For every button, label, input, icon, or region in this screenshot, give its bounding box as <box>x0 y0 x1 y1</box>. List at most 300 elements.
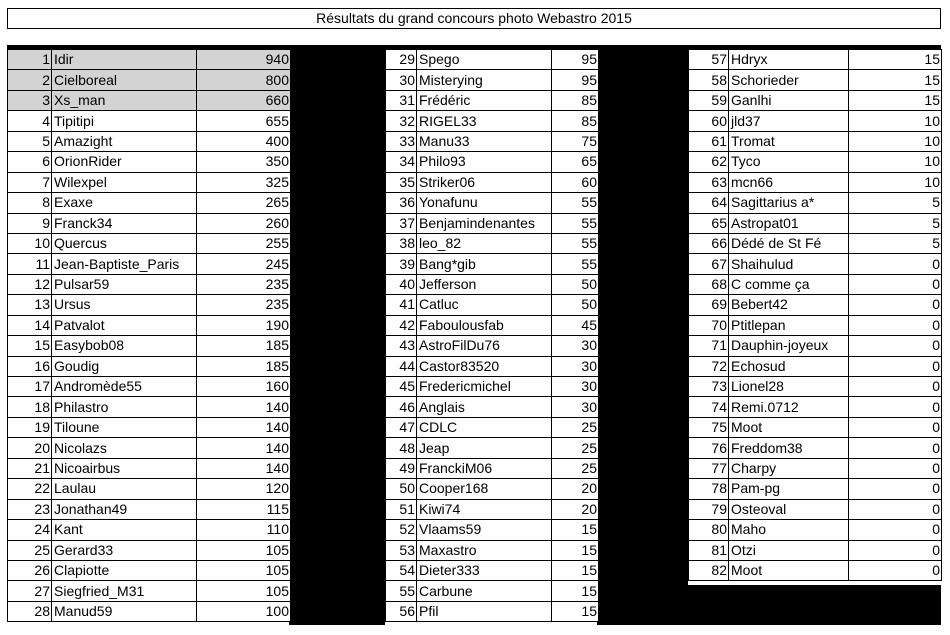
name-cell: Dédé de St Fé <box>729 233 849 253</box>
score-cell: 50 <box>552 274 599 294</box>
rank-cell: 81 <box>689 540 729 560</box>
name-cell: FranckiM06 <box>417 458 552 478</box>
score-cell: 185 <box>197 336 291 356</box>
rank-cell: 27 <box>8 581 52 601</box>
score-cell: 55 <box>552 233 599 253</box>
table-row <box>689 520 942 540</box>
table-row <box>8 90 291 110</box>
table-row <box>386 152 599 172</box>
table-row <box>689 193 942 213</box>
rank-cell: 6 <box>8 152 52 172</box>
table-row <box>386 397 599 417</box>
score-cell: 0 <box>849 417 942 437</box>
table-row <box>8 70 291 90</box>
score-cell: 15 <box>552 601 599 621</box>
name-cell: Sagittarius a* <box>729 193 849 213</box>
score-cell: 25 <box>552 458 599 478</box>
score-cell: 100 <box>197 601 291 621</box>
score-cell: 15 <box>849 50 942 70</box>
score-cell: 140 <box>197 438 291 458</box>
table-row <box>689 172 942 192</box>
score-cell: 110 <box>197 520 291 540</box>
score-cell: 140 <box>197 417 291 437</box>
table-row <box>8 438 291 458</box>
rank-cell: 60 <box>689 111 729 131</box>
name-cell: Schorieder <box>729 70 849 90</box>
score-cell: 140 <box>197 458 291 478</box>
score-cell: 0 <box>849 540 942 560</box>
name-cell: mcn66 <box>729 172 849 192</box>
table-row <box>689 438 942 458</box>
name-cell: Maxastro <box>417 540 552 560</box>
score-cell: 0 <box>849 336 942 356</box>
score-cell: 105 <box>197 581 291 601</box>
table-row <box>8 417 291 437</box>
score-cell: 160 <box>197 377 291 397</box>
table-row <box>8 172 291 192</box>
table-row <box>689 479 942 499</box>
score-cell: 325 <box>197 172 291 192</box>
table-row <box>386 315 599 335</box>
rank-cell: 76 <box>689 438 729 458</box>
table-row <box>386 356 599 376</box>
rank-cell: 39 <box>386 254 417 274</box>
table-row <box>689 356 942 376</box>
score-cell: 10 <box>849 172 942 192</box>
name-cell: Castor83520 <box>417 356 552 376</box>
name-cell: Cooper168 <box>417 479 552 499</box>
name-cell: Otzi <box>729 540 849 560</box>
table-row <box>689 560 942 580</box>
name-cell: Andromède55 <box>52 377 197 397</box>
rank-cell: 69 <box>689 295 729 315</box>
rank-cell: 15 <box>8 336 52 356</box>
rank-cell: 19 <box>8 417 52 437</box>
rank-cell: 20 <box>8 438 52 458</box>
score-cell: 105 <box>197 560 291 580</box>
rank-cell: 13 <box>8 295 52 315</box>
rank-cell: 48 <box>386 438 417 458</box>
rank-cell: 22 <box>8 479 52 499</box>
name-cell: Osteoval <box>729 499 849 519</box>
table-row <box>8 499 291 519</box>
black-gap-2 <box>597 45 688 625</box>
table-row <box>689 397 942 417</box>
name-cell: Pfil <box>417 601 552 621</box>
name-cell: Jean-Baptiste_Paris <box>52 254 197 274</box>
rank-cell: 12 <box>8 274 52 294</box>
rank-cell: 58 <box>689 70 729 90</box>
table-row <box>8 581 291 601</box>
table-row <box>689 111 942 131</box>
score-cell: 265 <box>197 193 291 213</box>
table-row <box>386 520 599 540</box>
name-cell: Tyco <box>729 152 849 172</box>
rank-cell: 71 <box>689 336 729 356</box>
rank-cell: 14 <box>8 315 52 335</box>
table-row <box>8 233 291 253</box>
table-row <box>386 581 599 601</box>
rank-cell: 73 <box>689 377 729 397</box>
name-cell: Anglais <box>417 397 552 417</box>
table-row <box>689 377 942 397</box>
table-row <box>8 295 291 315</box>
score-cell: 0 <box>849 274 942 294</box>
name-cell: CDLC <box>417 417 552 437</box>
name-cell: Benjamindenantes <box>417 213 552 233</box>
rank-cell: 1 <box>8 50 52 70</box>
score-cell: 15 <box>552 581 599 601</box>
table-row <box>8 458 291 478</box>
black-gap-1 <box>289 45 385 625</box>
name-cell: Nicoairbus <box>52 458 197 478</box>
score-cell: 800 <box>197 70 291 90</box>
rank-cell: 40 <box>386 274 417 294</box>
name-cell: Gerard33 <box>52 540 197 560</box>
name-cell: Amazight <box>52 131 197 151</box>
score-cell: 5 <box>849 233 942 253</box>
rank-cell: 50 <box>386 479 417 499</box>
score-cell: 15 <box>849 70 942 90</box>
table-row <box>8 540 291 560</box>
score-cell: 10 <box>849 152 942 172</box>
rank-cell: 59 <box>689 90 729 110</box>
score-cell: 5 <box>849 193 942 213</box>
score-cell: 75 <box>552 131 599 151</box>
rank-cell: 16 <box>8 356 52 376</box>
table-row <box>689 131 942 151</box>
name-cell: Kant <box>52 520 197 540</box>
name-cell: Vlaams59 <box>417 520 552 540</box>
name-cell: Dieter333 <box>417 560 552 580</box>
rank-cell: 65 <box>689 213 729 233</box>
table-row <box>386 193 599 213</box>
table-row <box>8 377 291 397</box>
rank-cell: 25 <box>8 540 52 560</box>
name-cell: Nicolazs <box>52 438 197 458</box>
name-cell: Easybob08 <box>52 336 197 356</box>
name-cell: Ursus <box>52 295 197 315</box>
name-cell: Philo93 <box>417 152 552 172</box>
name-cell: Franck34 <box>52 213 197 233</box>
table-row <box>8 560 291 580</box>
score-cell: 55 <box>552 193 599 213</box>
score-cell: 235 <box>197 274 291 294</box>
score-cell: 115 <box>197 499 291 519</box>
results-table-2 <box>385 49 599 622</box>
name-cell: Clapiotte <box>52 560 197 580</box>
name-cell: Yonafunu <box>417 193 552 213</box>
table-row <box>689 315 942 335</box>
rank-cell: 35 <box>386 172 417 192</box>
rank-cell: 11 <box>8 254 52 274</box>
score-cell: 0 <box>849 499 942 519</box>
table-row <box>386 70 599 90</box>
name-cell: OrionRider <box>52 152 197 172</box>
score-cell: 185 <box>197 356 291 376</box>
rank-cell: 9 <box>8 213 52 233</box>
score-cell: 120 <box>197 479 291 499</box>
table-row <box>8 131 291 151</box>
table-row <box>689 458 942 478</box>
table-row <box>8 50 291 70</box>
table-row <box>386 540 599 560</box>
score-cell: 0 <box>849 254 942 274</box>
table-row <box>386 377 599 397</box>
score-cell: 0 <box>849 377 942 397</box>
name-cell: Pulsar59 <box>52 274 197 294</box>
score-cell: 25 <box>552 417 599 437</box>
table-row <box>386 336 599 356</box>
name-cell: Astropat01 <box>729 213 849 233</box>
table-row <box>8 336 291 356</box>
name-cell: AstroFilDu76 <box>417 336 552 356</box>
score-cell: 10 <box>849 111 942 131</box>
score-cell: 5 <box>849 213 942 233</box>
name-cell: Moot <box>729 417 849 437</box>
table-row <box>8 315 291 335</box>
score-cell: 30 <box>552 377 599 397</box>
name-cell: Pam-pg <box>729 479 849 499</box>
name-cell: Idir <box>52 50 197 70</box>
name-cell: Misterying <box>417 70 552 90</box>
name-cell: Hdryx <box>729 50 849 70</box>
score-cell: 350 <box>197 152 291 172</box>
rank-cell: 72 <box>689 356 729 376</box>
name-cell: Faboulousfab <box>417 315 552 335</box>
name-cell: Freddom38 <box>729 438 849 458</box>
rank-cell: 31 <box>386 90 417 110</box>
table-row <box>386 172 599 192</box>
score-cell: 45 <box>552 315 599 335</box>
table-row <box>689 213 942 233</box>
rank-cell: 61 <box>689 131 729 151</box>
score-cell: 0 <box>849 295 942 315</box>
name-cell: Manud59 <box>52 601 197 621</box>
score-cell: 30 <box>552 356 599 376</box>
name-cell: Ptitlepan <box>729 315 849 335</box>
table-row <box>689 274 942 294</box>
name-cell: Wilexpel <box>52 172 197 192</box>
rank-cell: 57 <box>689 50 729 70</box>
rank-cell: 54 <box>386 560 417 580</box>
table-row <box>8 520 291 540</box>
score-cell: 140 <box>197 397 291 417</box>
rank-cell: 82 <box>689 560 729 580</box>
table-row <box>689 499 942 519</box>
rank-cell: 23 <box>8 499 52 519</box>
name-cell: Ganlhi <box>729 90 849 110</box>
score-cell: 85 <box>552 90 599 110</box>
table-row <box>689 233 942 253</box>
rank-cell: 29 <box>386 50 417 70</box>
rank-cell: 64 <box>689 193 729 213</box>
score-cell: 15 <box>552 520 599 540</box>
table-row <box>386 417 599 437</box>
table-row <box>8 397 291 417</box>
rank-cell: 52 <box>386 520 417 540</box>
name-cell: Catluc <box>417 295 552 315</box>
score-cell: 190 <box>197 315 291 335</box>
score-cell: 15 <box>552 540 599 560</box>
score-cell: 55 <box>552 254 599 274</box>
score-cell: 85 <box>552 111 599 131</box>
table-row <box>386 458 599 478</box>
name-cell: Lionel28 <box>729 377 849 397</box>
rank-cell: 78 <box>689 479 729 499</box>
table-row <box>386 111 599 131</box>
score-cell: 0 <box>849 520 942 540</box>
rank-cell: 24 <box>8 520 52 540</box>
black-corner <box>688 585 941 625</box>
rank-cell: 26 <box>8 560 52 580</box>
rank-cell: 77 <box>689 458 729 478</box>
rank-cell: 7 <box>8 172 52 192</box>
score-cell: 0 <box>849 560 942 580</box>
rank-cell: 38 <box>386 233 417 253</box>
rank-cell: 30 <box>386 70 417 90</box>
name-cell: Xs_man <box>52 90 197 110</box>
score-cell: 0 <box>849 479 942 499</box>
score-cell: 25 <box>552 438 599 458</box>
rank-cell: 34 <box>386 152 417 172</box>
name-cell: Bang*gib <box>417 254 552 274</box>
rank-cell: 75 <box>689 417 729 437</box>
rank-cell: 33 <box>386 131 417 151</box>
table-row <box>8 601 291 621</box>
rank-cell: 2 <box>8 70 52 90</box>
name-cell: Philastro <box>52 397 197 417</box>
name-cell: Jefferson <box>417 274 552 294</box>
rank-cell: 62 <box>689 152 729 172</box>
table-row <box>386 274 599 294</box>
name-cell: Fredericmichel <box>417 377 552 397</box>
table-row <box>386 90 599 110</box>
name-cell: Jeap <box>417 438 552 458</box>
table-row <box>386 499 599 519</box>
score-cell: 10 <box>849 131 942 151</box>
name-cell: Manu33 <box>417 131 552 151</box>
rank-cell: 43 <box>386 336 417 356</box>
rank-cell: 51 <box>386 499 417 519</box>
table-row <box>386 479 599 499</box>
score-cell: 30 <box>552 336 599 356</box>
table-row <box>8 152 291 172</box>
table-row <box>689 295 942 315</box>
score-cell: 55 <box>552 213 599 233</box>
score-cell: 660 <box>197 90 291 110</box>
name-cell: Echosud <box>729 356 849 376</box>
name-cell: Spego <box>417 50 552 70</box>
table-row <box>8 274 291 294</box>
name-cell: Kiwi74 <box>417 499 552 519</box>
rank-cell: 32 <box>386 111 417 131</box>
table-row <box>386 50 599 70</box>
rank-cell: 4 <box>8 111 52 131</box>
table-row <box>386 438 599 458</box>
rank-cell: 46 <box>386 397 417 417</box>
name-cell: Striker06 <box>417 172 552 192</box>
score-cell: 0 <box>849 458 942 478</box>
name-cell: Shaihulud <box>729 254 849 274</box>
rank-cell: 44 <box>386 356 417 376</box>
rank-cell: 53 <box>386 540 417 560</box>
score-cell: 400 <box>197 131 291 151</box>
name-cell: Frédéric <box>417 90 552 110</box>
name-cell: Patvalot <box>52 315 197 335</box>
rank-cell: 42 <box>386 315 417 335</box>
table-row <box>689 254 942 274</box>
table-row <box>689 540 942 560</box>
name-cell: leo_82 <box>417 233 552 253</box>
table-row <box>8 193 291 213</box>
score-cell: 0 <box>849 356 942 376</box>
rank-cell: 37 <box>386 213 417 233</box>
score-cell: 940 <box>197 50 291 70</box>
score-cell: 60 <box>552 172 599 192</box>
rank-cell: 41 <box>386 295 417 315</box>
table-row <box>689 50 942 70</box>
score-cell: 245 <box>197 254 291 274</box>
name-cell: Maho <box>729 520 849 540</box>
score-cell: 655 <box>197 111 291 131</box>
name-cell: Jonathan49 <box>52 499 197 519</box>
table-row <box>689 70 942 90</box>
name-cell: Bebert42 <box>729 295 849 315</box>
name-cell: jld37 <box>729 111 849 131</box>
rank-cell: 49 <box>386 458 417 478</box>
name-cell: Remi.0712 <box>729 397 849 417</box>
rank-cell: 70 <box>689 315 729 335</box>
score-cell: 235 <box>197 295 291 315</box>
table-row <box>386 560 599 580</box>
score-cell: 15 <box>849 90 942 110</box>
table-row <box>386 601 599 621</box>
table-row <box>8 254 291 274</box>
rank-cell: 10 <box>8 233 52 253</box>
table-row <box>386 213 599 233</box>
name-cell: Exaxe <box>52 193 197 213</box>
rank-cell: 80 <box>689 520 729 540</box>
name-cell: Cielboreal <box>52 70 197 90</box>
table-row <box>386 254 599 274</box>
name-cell: RIGEL33 <box>417 111 552 131</box>
table-row <box>386 295 599 315</box>
score-cell: 30 <box>552 397 599 417</box>
table-row <box>8 213 291 233</box>
table-row <box>8 111 291 131</box>
name-cell: Dauphin-joyeux <box>729 336 849 356</box>
score-cell: 95 <box>552 50 599 70</box>
name-cell: Carbune <box>417 581 552 601</box>
name-cell: Goudig <box>52 356 197 376</box>
score-cell: 95 <box>552 70 599 90</box>
score-cell: 50 <box>552 295 599 315</box>
rank-cell: 45 <box>386 377 417 397</box>
score-cell: 20 <box>552 499 599 519</box>
rank-cell: 79 <box>689 499 729 519</box>
name-cell: Quercus <box>52 233 197 253</box>
rank-cell: 63 <box>689 172 729 192</box>
rank-cell: 17 <box>8 377 52 397</box>
rank-cell: 36 <box>386 193 417 213</box>
rank-cell: 56 <box>386 601 417 621</box>
rank-cell: 3 <box>8 90 52 110</box>
rank-cell: 74 <box>689 397 729 417</box>
score-cell: 260 <box>197 213 291 233</box>
table-row <box>689 417 942 437</box>
rank-cell: 66 <box>689 233 729 253</box>
